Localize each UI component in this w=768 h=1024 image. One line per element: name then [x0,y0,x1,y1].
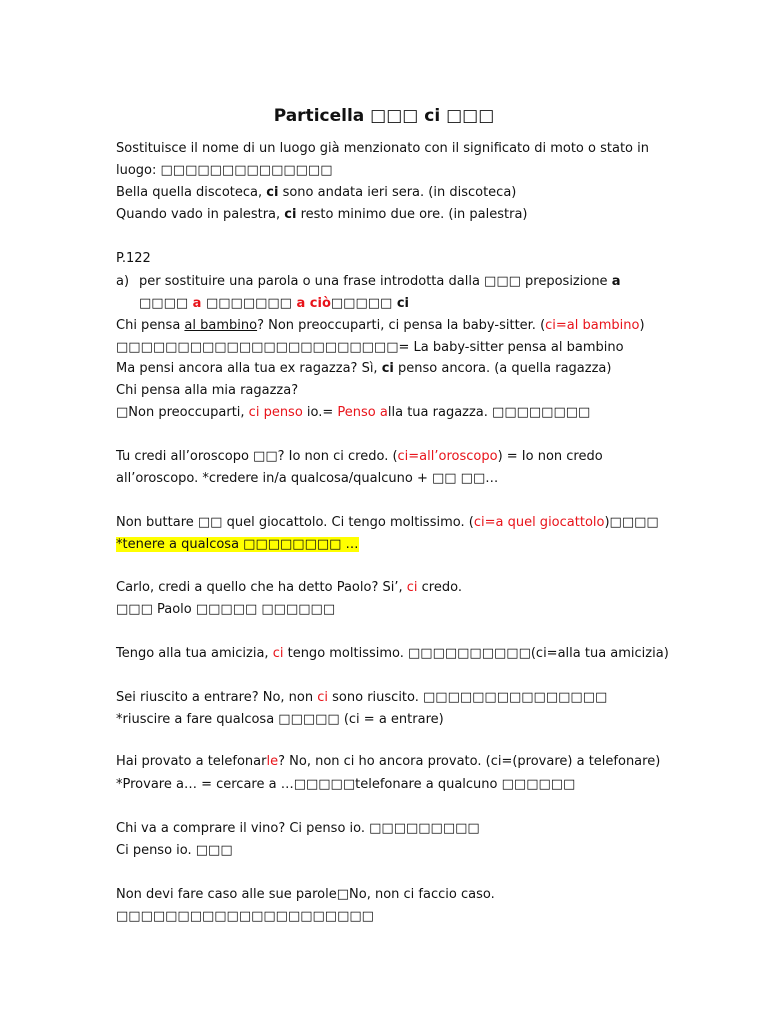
intro-line-2: luogo: □□□□□□□□□□□□□□ [116,163,333,178]
example-ci-penso-io: Ci penso io. □□□ [116,843,233,858]
preposition-a: a [611,274,621,289]
example-bambino-translation: □□□□□□□□□□□□□□□□□□□□□□□= La baby-sitter pensa al bambino [116,340,624,355]
example-text: lla tua ragazza. □□□□□□□□ [387,405,591,420]
page-reference: P.122 [116,251,151,266]
example-oroscopo [116,448,603,466]
ci-keyword: ci [284,207,297,222]
item-a-marker: a) [116,274,130,289]
intro-example-2 [116,206,528,224]
example-bambino [116,317,645,335]
example-text: ) [639,318,645,333]
example-text: credo. [417,580,462,595]
example-text: Carlo, credi a quello che ha detto Paolo? Si’, [116,580,407,595]
example-text: Tu credi all’oroscopo □□? Io non ci credo. ( [116,449,398,464]
red-ci-penso: ci penso [248,405,303,420]
intro-example-2-text: Quando vado in palestra, [116,207,285,222]
example-text: ) = Io non credo [497,449,603,464]
example-text: ? No, non ci ho ancora provato. (ci=(provare) a telefonare) [278,754,661,769]
item-a-line-1 [139,273,620,291]
example-vino: Chi va a comprare il vino? Ci penso io. □□□□□□□□□ [116,821,480,836]
intro-example-2-rest: resto minimo due ore. (in palestra) [296,207,528,222]
example-riuscito-note: *riuscire a fare qualcosa □□□□□ (ci = a entrare) [116,712,444,727]
intro-example-1 [116,184,516,202]
ci-keyword: ci [266,185,279,200]
ci-keyword: ci [381,361,394,376]
example-ex-ragazza [116,360,611,378]
item-a-line-2-mid: □□□□□□□ [201,296,297,311]
example-fare-caso: Non devi fare caso alle sue parole□No, non ci faccio caso. [116,887,495,902]
item-a-line-2-mid2: □□□□□ [330,296,397,311]
example-text: Chi pensa [116,318,185,333]
red-penso-a: Penso a [337,405,388,420]
example-non-preoccuparti [116,404,590,422]
red-ci: ci [406,580,418,595]
example-text: ? Non preoccuparti, ci pensa la baby-sitter. ( [257,318,546,333]
red-ci-all-oroscopo: ci=all’oroscopo [397,449,498,464]
item-a-line-2-prefix: □□□□ [139,296,193,311]
item-a-text: per sostituire una parola o una frase introdotta dalla □□□ preposizione [139,274,612,289]
example-text: □Non preoccuparti, [116,405,249,420]
example-text: Hai provato a telefonar [116,754,267,769]
example-mia-ragazza: Chi pensa alla mia ragazza? [116,383,299,398]
example-carlo [116,579,462,597]
example-amicizia [116,645,669,663]
red-le: le [266,754,279,769]
red-ci: ci [317,690,329,705]
intro-line-1: Sostituisce il nome di un luogo già menzionato con il significato di moto o stato in [116,141,649,156]
example-giocattolo [116,514,659,532]
example-riuscito [116,689,607,707]
example-text: sono riuscito. □□□□□□□□□□□□□□□ [328,690,608,705]
intro-example-1-text: Bella quella discoteca, [116,185,267,200]
intro-example-1-rest: sono andata ieri sera. (in discoteca) [278,185,517,200]
red-a: a [192,296,202,311]
example-carlo-translation: □□□ Paolo □□□□□ □□□□□□ [116,602,336,617]
highlighted-note [116,536,359,554]
example-text: penso ancora. (a quella ragazza) [393,361,612,376]
example-text: io.= [302,405,338,420]
example-text: )□□□□ [604,515,659,530]
red-a-cio: a ciò [296,296,331,311]
red-ci-al-bambino: ci=al bambino [545,318,640,333]
example-text: Sei riuscito a entrare? No, non [116,690,318,705]
tenere-a-qualcosa-highlight: *tenere a qualcosa □□□□□□□□ … [116,537,359,552]
example-text: Tengo alla tua amicizia, [116,646,273,661]
example-oroscopo-note: all’oroscopo. *credere in/a qualcosa/qualcuno + □□ □□… [116,471,499,486]
ci-keyword: ci [396,296,410,311]
example-text: Ma pensi ancora alla tua ex ragazza? Sì, [116,361,382,376]
example-fare-caso-translation: □□□□□□□□□□□□□□□□□□□□□ [116,909,374,924]
item-a-line-2 [139,295,409,313]
example-text: Non buttare □□ quel giocattolo. Ci tengo moltissimo. ( [116,515,474,530]
red-ci: ci [272,646,284,661]
page-title: Particella □□□ ci □□□ [273,106,495,126]
example-provare-note: *Provare a… = cercare a …□□□□□telefonare a qualcuno □□□□□□ [116,777,576,792]
underlined-al-bambino: al bambino [184,318,258,333]
example-telefonare [116,753,660,771]
red-ci-a-quel-giocattolo: ci=a quel giocattolo [473,515,605,530]
example-text: tengo moltissimo. □□□□□□□□□□(ci=alla tua amicizia) [283,646,669,661]
